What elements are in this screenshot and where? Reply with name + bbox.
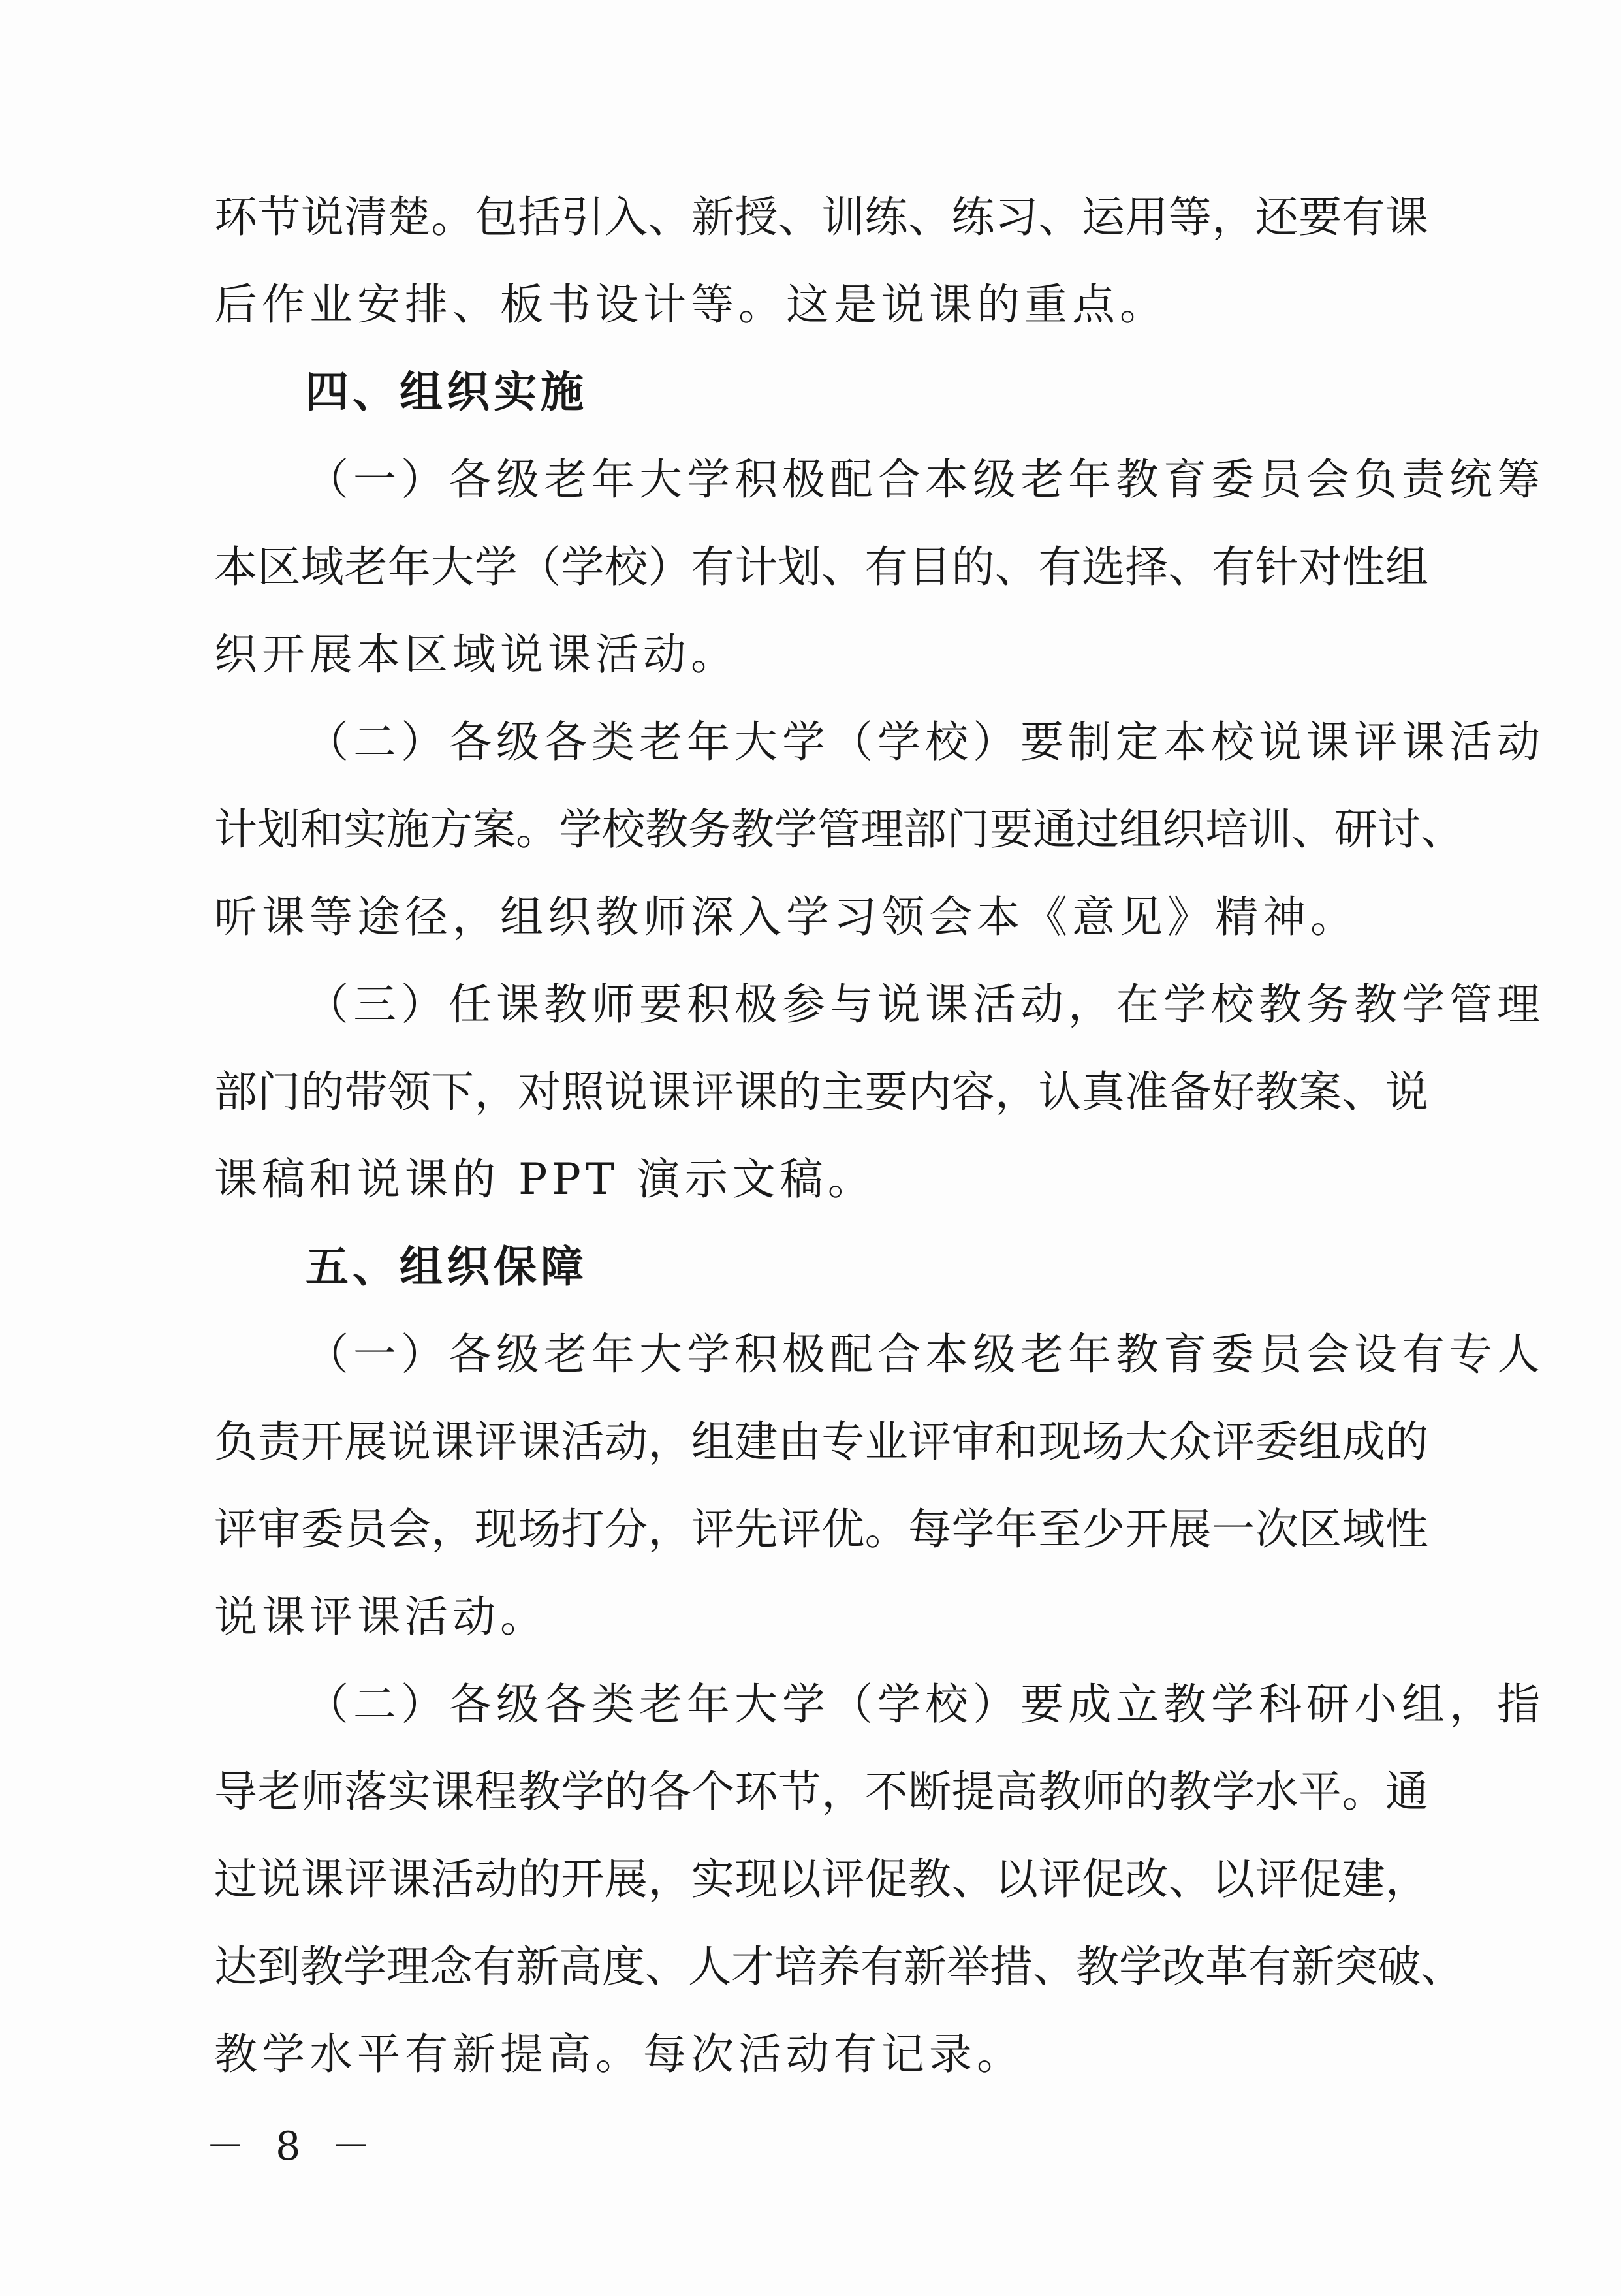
- paragraph-line: 过说课评课活动的开展，实现以评促教、以评促改、以评促建，: [214, 1854, 1428, 1904]
- paragraph-line: （二）各级各类老年大学（学校）要成立教学科研小组，指: [306, 1679, 1545, 1729]
- paragraph-line: 说课评课活动。: [214, 1592, 548, 1642]
- section-heading: 四、组织实施: [306, 367, 588, 417]
- paragraph-line: （二）各级各类老年大学（学校）要制定本校说课评课活动: [306, 717, 1545, 767]
- paragraph-line: 后作业安排、板书设计等。这是说课的重点。: [214, 279, 1167, 330]
- paragraph-line: 教学水平有新提高。每次活动有记录。: [214, 2029, 1024, 2079]
- paragraph-line: 听课等途径，组织教师深入学习领会本《意见》精神。: [214, 892, 1358, 942]
- paragraph-line: 织开展本区域说课活动。: [214, 629, 738, 680]
- document-body: [214, 192, 1545, 2120]
- paragraph-line: 达到教学理念有新高度、人才培养有新举措、教学改革有新突破、: [214, 1942, 1464, 1992]
- paragraph-line: 导老师落实课程教学的各个环节，不断提高教师的教学水平。通: [214, 1767, 1428, 1817]
- paragraph-line: （一）各级老年大学积极配合本级老年教育委员会负责统筹: [306, 454, 1545, 505]
- paragraph-line: 评审委员会，现场打分，评先评优。每学年至少开展一次区域性: [214, 1504, 1428, 1554]
- paragraph-line: 课稿和说课的 PPT 演示文稿。: [214, 1154, 875, 1204]
- section-heading: 五、组织保障: [306, 1242, 588, 1292]
- paragraph-line: 计划和实施方案。学校教务教学管理部门要通过组织培训、研讨、: [214, 804, 1464, 855]
- page-number: － 8 －: [206, 2124, 380, 2169]
- paragraph-line: 负责开展说课评课活动，组建由专业评审和现场大众评委组成的: [214, 1417, 1428, 1467]
- paragraph-line: 环节说清楚。包括引入、新授、训练、练习、运用等，还要有课: [214, 192, 1428, 242]
- paragraph-line: 部门的带领下，对照说课评课的主要内容，认真准备好教案、说: [214, 1067, 1428, 1117]
- paragraph-line: （一）各级老年大学积极配合本级老年教育委员会设有专人: [306, 1329, 1545, 1379]
- paragraph-line: 本区域老年大学（学校）有计划、有目的、有选择、有针对性组: [214, 542, 1428, 592]
- paragraph-line: （三）任课教师要积极参与说课活动，在学校教务教学管理: [306, 979, 1545, 1030]
